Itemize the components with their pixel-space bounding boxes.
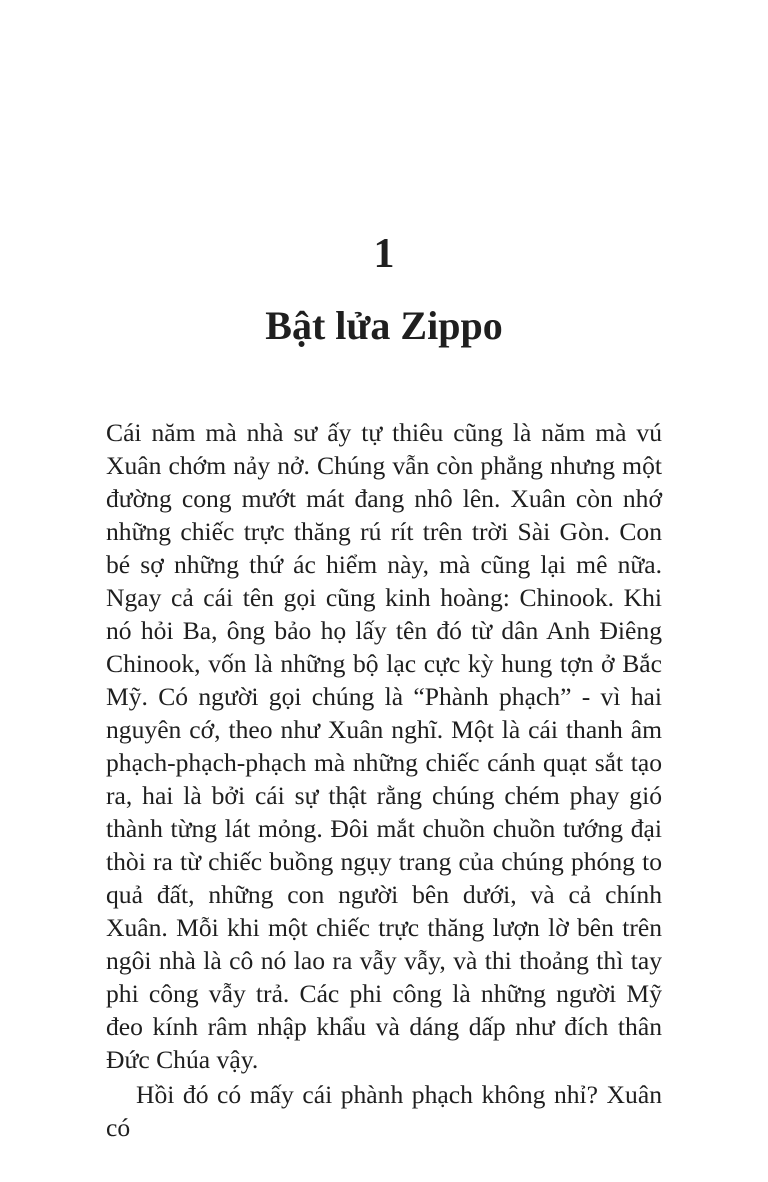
chapter-body: [106, 416, 662, 1144]
paragraph: Cái năm mà nhà sư ấy tự thiêu cũng là năm mà vú Xuân chớm nảy nở. Chúng vẫn còn phẳng nhưng một đường cong mướt mát đang nhô lên. Xuân còn nhớ những chiếc trực thăng rú rít trên trời Sài Gòn. Con bé sợ những thứ ác hiểm này, mà cũng lại mê nữa. Ngay cả cái tên gọi cũng kinh hoàng: Chinook. Khi nó hỏi Ba, ông bảo họ lấy tên đó từ dân Anh Điêng Chinook, vốn là những bộ lạc cực kỳ hung tợn ở Bắc Mỹ. Có người gọi chúng là “Phành phạch” - vì hai nguyên cớ, theo như Xuân nghĩ. Một là cái thanh âm phạch-phạch-phạch mà những chiếc cánh quạt sắt tạo ra, hai là bởi cái sự thật rằng chúng chém phay gió thành từng lát mỏng. Đôi mắt chuồn chuồn tướng đại thòi ra từ chiếc buồng ngụy trang của chúng phóng to quả đất, những con người bên dưới, và cả chính Xuân. Mỗi khi một chiếc trực thăng lượn lờ bên trên ngôi nhà là cô nó lao ra vẫy vẫy, và thi thoảng thì tay phi công vẫy trả. Các phi công là những người Mỹ đeo kính râm nhập khẩu và dáng dấp như đích thân Đức Chúa vậy.: [106, 418, 662, 1074]
chapter-number: 1: [373, 231, 395, 277]
paragraph: Hồi đó có mấy cái phành phạch không nhỉ? Xuân có: [106, 1080, 662, 1142]
chapter-title: Bật lửa Zippo: [265, 303, 503, 348]
